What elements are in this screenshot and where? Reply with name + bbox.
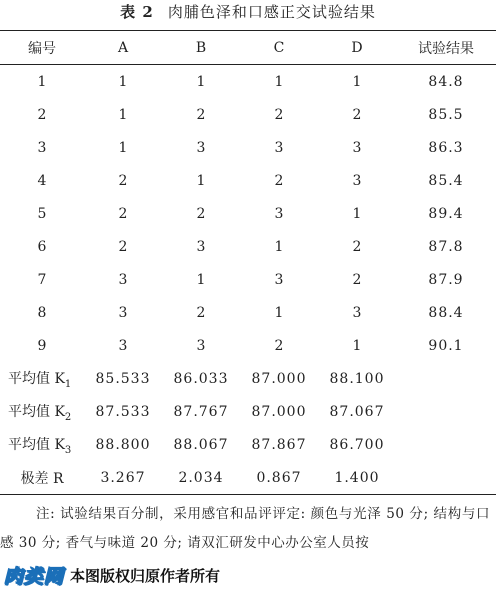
table-note: 注: 试验结果百分制，采用感官和品评评定: 颜色与光泽 50 分; 结构与口感 30 分; 香气与味道 20 分; 请双汇研发中心办公室人员按 bbox=[0, 506, 490, 551]
summary-label bbox=[0, 428, 84, 461]
table-body bbox=[0, 65, 496, 495]
column-header: D bbox=[318, 31, 396, 65]
table-cell: 2 bbox=[274, 337, 284, 354]
table-cell: 3 bbox=[352, 304, 362, 321]
table-cell: 85.5 bbox=[428, 106, 464, 123]
summary-label-subscript: 1 bbox=[64, 378, 72, 390]
table-cell: 1 bbox=[274, 304, 284, 321]
summary-value: 88.067 bbox=[173, 436, 229, 453]
table-cell: 2 bbox=[118, 172, 128, 189]
summary-value: 87.067 bbox=[329, 403, 385, 420]
orthogonal-test-table bbox=[0, 30, 496, 495]
table-cell: 2 bbox=[274, 106, 284, 123]
table-cell: 90.1 bbox=[428, 337, 464, 354]
table-cell: 3 bbox=[37, 139, 47, 156]
table-cell: 3 bbox=[274, 139, 284, 156]
table-cell: 3 bbox=[196, 337, 206, 354]
table-cell: 1 bbox=[274, 73, 284, 90]
table-cell: 1 bbox=[352, 73, 362, 90]
table-cell: 2 bbox=[352, 106, 362, 123]
table-cell: 86.3 bbox=[428, 139, 464, 156]
table-cell: 2 bbox=[274, 172, 284, 189]
summary-row bbox=[0, 428, 496, 461]
table-row bbox=[0, 131, 496, 164]
table-cell: 3 bbox=[118, 337, 128, 354]
table-cell: 1 bbox=[37, 73, 47, 90]
column-header: 编号 bbox=[0, 31, 84, 65]
table-cell: 3 bbox=[196, 139, 206, 156]
summary-value: 0.867 bbox=[240, 461, 318, 495]
table-row bbox=[0, 296, 496, 329]
summary-value: 87.000 bbox=[251, 403, 307, 420]
table-cell: 3 bbox=[274, 205, 284, 222]
column-header: 试验结果 bbox=[396, 31, 496, 65]
column-header: A bbox=[84, 31, 162, 65]
summary-value: 88.800 bbox=[95, 436, 151, 453]
summary-row bbox=[0, 461, 496, 495]
empty-cell bbox=[396, 395, 496, 428]
summary-label-text: 平均值 K bbox=[8, 403, 65, 420]
column-header: B bbox=[162, 31, 240, 65]
table-title: 肉脯色泽和口感正交试验结果 bbox=[167, 3, 376, 21]
column-header: C bbox=[240, 31, 318, 65]
table-cell: 1 bbox=[352, 337, 362, 354]
table-cell: 2 bbox=[118, 205, 128, 222]
table-cell: 1 bbox=[274, 238, 284, 255]
summary-label bbox=[0, 461, 84, 495]
summary-row bbox=[0, 362, 496, 395]
summary-value: 87.000 bbox=[251, 370, 307, 387]
table-cell: 3 bbox=[196, 238, 206, 255]
table-cell: 3 bbox=[274, 271, 284, 288]
summary-label bbox=[0, 362, 84, 395]
table-cell: 2 bbox=[196, 205, 206, 222]
summary-label bbox=[0, 395, 84, 428]
table-row bbox=[0, 98, 496, 131]
table-row bbox=[0, 197, 496, 230]
summary-value: 3.267 bbox=[84, 461, 162, 495]
summary-value: 86.700 bbox=[329, 436, 385, 453]
table-cell: 2 bbox=[118, 238, 128, 255]
table-caption bbox=[0, 0, 496, 26]
table-row bbox=[0, 329, 496, 362]
table-cell: 3 bbox=[352, 139, 362, 156]
summary-value: 87.867 bbox=[251, 436, 307, 453]
table-cell: 6 bbox=[37, 238, 47, 255]
watermark-text: 本图版权归原作者所有 bbox=[70, 566, 221, 585]
table-row bbox=[0, 263, 496, 296]
table-cell: 8 bbox=[37, 304, 47, 321]
summary-label-text: 平均值 K bbox=[8, 436, 65, 453]
table-cell: 3 bbox=[118, 304, 128, 321]
table-cell: 85.4 bbox=[428, 172, 464, 189]
table-row bbox=[0, 164, 496, 197]
empty-cell bbox=[396, 428, 496, 461]
table-cell: 1 bbox=[352, 205, 362, 222]
empty-cell bbox=[396, 362, 496, 395]
summary-label-text: 平均值 K bbox=[8, 370, 65, 387]
table-cell: 1 bbox=[118, 139, 128, 156]
watermark-logo: 肉类网 bbox=[4, 565, 65, 588]
table-cell: 88.4 bbox=[428, 304, 464, 321]
table-cell: 1 bbox=[196, 73, 206, 90]
empty-cell bbox=[396, 461, 496, 495]
table-cell: 7 bbox=[37, 271, 47, 288]
table-cell: 1 bbox=[196, 172, 206, 189]
table-cell: 2 bbox=[352, 271, 362, 288]
table-cell: 5 bbox=[37, 205, 47, 222]
table-cell: 3 bbox=[352, 172, 362, 189]
table-cell: 9 bbox=[37, 337, 47, 354]
table-cell: 1 bbox=[196, 271, 206, 288]
summary-label-text: 极差 R bbox=[20, 470, 64, 487]
table-number: 表 2 bbox=[120, 3, 154, 21]
watermark bbox=[4, 562, 220, 588]
summary-value: 86.033 bbox=[173, 370, 229, 387]
table-cell: 87.8 bbox=[428, 238, 464, 255]
table-cell: 4 bbox=[37, 172, 47, 189]
table-cell: 87.9 bbox=[428, 271, 464, 288]
summary-row bbox=[0, 395, 496, 428]
summary-value: 87.767 bbox=[173, 403, 229, 420]
table-cell: 89.4 bbox=[428, 205, 464, 222]
table-header-row bbox=[0, 31, 496, 65]
summary-value: 2.034 bbox=[162, 461, 240, 495]
table-cell: 1 bbox=[118, 106, 128, 123]
summary-value: 85.533 bbox=[95, 370, 151, 387]
table-row bbox=[0, 230, 496, 263]
table-cell: 3 bbox=[118, 271, 128, 288]
summary-value: 1.400 bbox=[318, 461, 396, 495]
table-cell: 84.8 bbox=[428, 73, 464, 90]
summary-value: 87.533 bbox=[95, 403, 151, 420]
table-cell: 2 bbox=[37, 106, 47, 123]
summary-label-subscript: 3 bbox=[64, 444, 72, 456]
table-row bbox=[0, 65, 496, 99]
summary-label-subscript: 2 bbox=[64, 411, 72, 423]
summary-value: 88.100 bbox=[329, 370, 385, 387]
table-cell: 2 bbox=[196, 106, 206, 123]
table-cell: 2 bbox=[352, 238, 362, 255]
table-cell: 1 bbox=[118, 73, 128, 90]
table-cell: 2 bbox=[196, 304, 206, 321]
